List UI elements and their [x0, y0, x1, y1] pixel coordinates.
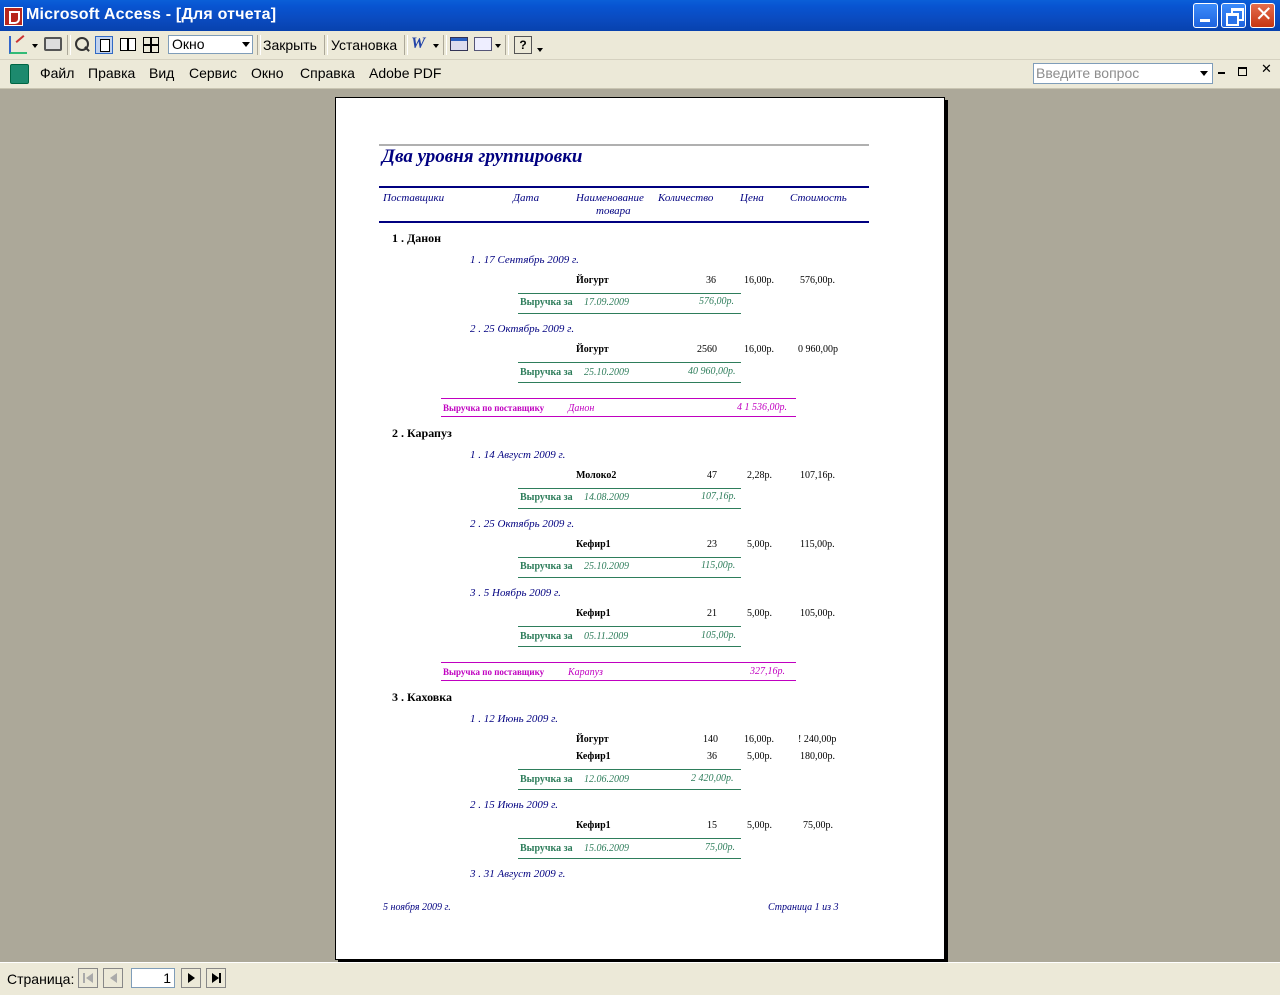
sum-rule — [518, 488, 741, 489]
sum-label: Выручка за — [520, 492, 573, 503]
page-number-input[interactable] — [131, 968, 175, 988]
sum-label: Выручка за — [520, 367, 573, 378]
close-preview-button[interactable]: Закрыть — [263, 37, 317, 53]
sum-label: Выручка за — [520, 297, 573, 308]
zoom-value: Окно — [172, 36, 205, 52]
date-group-label: 1 . 14 Август 2009 г. — [470, 449, 566, 461]
multiple-pages-icon[interactable] — [142, 36, 160, 54]
next-page-button[interactable] — [181, 968, 201, 988]
sum-value: 115,00р. — [701, 560, 736, 571]
row-product: Кефир1 — [576, 608, 611, 619]
row-product: Йогурт — [576, 734, 609, 745]
sum-value: 576,00р. — [699, 296, 734, 307]
sum-date: 25.10.2009 — [584, 561, 629, 572]
row-cost: 115,00р. — [800, 539, 835, 550]
title-bar — [0, 0, 1280, 31]
sum-label: Выручка за — [520, 561, 573, 572]
total-name: Карапуз — [568, 667, 603, 678]
office-links-word-icon[interactable]: W — [411, 35, 426, 52]
row-price: 16,00р. — [744, 734, 774, 745]
row-qty: 2560 — [697, 344, 717, 355]
print-preview-toolbar — [0, 31, 1280, 60]
footer-date: 5 ноября 2009 г. — [383, 902, 451, 913]
row-price: 16,00р. — [744, 344, 774, 355]
sum-value: 2 420,00р. — [691, 773, 734, 784]
menu-help[interactable]: Справка — [300, 65, 355, 81]
menu-edit[interactable]: Правка — [88, 65, 136, 81]
sum-rule — [518, 769, 741, 770]
sum-rule — [518, 838, 741, 839]
doc-close-icon[interactable]: ✕ — [1261, 62, 1272, 77]
ask-question-input[interactable] — [1033, 63, 1213, 84]
row-cost: 105,00р. — [800, 608, 835, 619]
row-qty: 140 — [703, 734, 718, 745]
database-window-icon[interactable] — [450, 37, 468, 51]
col-price: Цена — [740, 192, 764, 204]
sum-label: Выручка за — [520, 631, 573, 642]
two-pages-icon[interactable] — [119, 36, 137, 54]
total-value: 327,16р. — [750, 666, 785, 677]
date-group-label: 2 . 25 Октябрь 2009 г. — [470, 323, 575, 335]
row-product: Йогурт — [576, 275, 609, 286]
row-qty: 21 — [707, 608, 717, 619]
group-name: 3 . Каховка — [392, 690, 452, 704]
row-price: 5,00р. — [747, 539, 772, 550]
sum-rule — [518, 313, 741, 314]
row-cost: 576,00р. — [800, 275, 835, 286]
row-cost: 0 960,00р — [798, 344, 838, 355]
row-product: Кефир1 — [576, 820, 611, 831]
sum-date: 12.06.2009 — [584, 774, 629, 785]
group-name: 1 . Данон — [392, 231, 442, 245]
sum-value: 107,16р. — [701, 491, 736, 502]
col-product-line1: Наименование — [576, 192, 644, 204]
col-suppliers: Поставщики — [383, 192, 445, 204]
total-value: 4 1 536,00р. — [737, 402, 787, 413]
row-qty: 36 — [706, 275, 716, 286]
doc-minimize-icon[interactable] — [1218, 72, 1225, 74]
sum-value: 105,00р. — [701, 630, 736, 641]
header-top-rule — [379, 186, 869, 188]
menu-file[interactable]: Файл — [40, 65, 75, 81]
col-qty: Количество — [658, 192, 714, 204]
new-object-icon[interactable] — [474, 37, 492, 51]
minimize-button[interactable] — [1193, 3, 1218, 28]
dropdown-arrow-icon[interactable] — [32, 44, 38, 48]
report-page — [335, 97, 945, 960]
menu-adobe-pdf[interactable]: Adobe PDF — [369, 65, 442, 81]
page-number-value: 1 — [163, 970, 171, 986]
sum-rule — [518, 646, 741, 647]
sum-value: 75,00р. — [705, 842, 735, 853]
toolbar-options-icon[interactable] — [537, 48, 543, 52]
sum-value: 40 960,00р. — [688, 366, 736, 377]
col-date: Дата — [513, 192, 540, 204]
access-app-icon[interactable] — [4, 7, 23, 26]
total-name: Данон — [568, 403, 595, 414]
report-icon[interactable] — [10, 64, 29, 84]
total-label: Выручка по поставщику — [443, 667, 545, 677]
row-qty: 15 — [707, 820, 717, 831]
sum-rule — [518, 789, 741, 790]
sum-date: 14.08.2009 — [584, 492, 629, 503]
help-icon[interactable]: ? — [514, 36, 532, 54]
row-price: 2,28р. — [747, 470, 772, 481]
date-group-label: 2 . 25 Октябрь 2009 г. — [470, 518, 575, 530]
row-cost: 180,00р. — [800, 751, 835, 762]
sum-rule — [518, 858, 741, 859]
sum-rule — [518, 577, 741, 578]
row-product: Йогурт — [576, 344, 609, 355]
report-title: Два уровня группировки — [382, 146, 583, 167]
page-setup-button[interactable]: Установка — [331, 37, 398, 53]
sum-rule — [518, 362, 741, 363]
dropdown-arrow-icon[interactable] — [495, 44, 501, 48]
footer-page: Страница 1 из 3 — [768, 902, 839, 913]
menu-tools[interactable]: Сервис — [189, 65, 237, 81]
row-cost: 107,16р. — [800, 470, 835, 481]
row-product: Кефир1 — [576, 751, 611, 762]
menu-view[interactable]: Вид — [149, 65, 175, 81]
sum-date: 05.11.2009 — [584, 631, 629, 642]
sum-date: 25.10.2009 — [584, 367, 629, 378]
design-view-icon[interactable] — [9, 36, 27, 54]
menu-window[interactable]: Окно — [251, 65, 284, 81]
date-group-label: 1 . 17 Сентябрь 2009 г. — [470, 254, 579, 266]
header-bottom-rule — [379, 221, 869, 223]
chevron-down-icon — [242, 42, 250, 47]
status-bar — [0, 962, 1280, 995]
date-group-label: 3 . 31 Август 2009 г. — [470, 868, 566, 880]
doc-restore-icon[interactable] — [1238, 67, 1247, 76]
last-page-button[interactable] — [206, 968, 226, 988]
sum-rule — [518, 382, 741, 383]
sum-date: 17.09.2009 — [584, 297, 629, 308]
sum-rule — [518, 557, 741, 558]
date-group-label: 1 . 12 Июнь 2009 г. — [470, 713, 559, 725]
sum-rule — [518, 508, 741, 509]
sum-rule — [518, 626, 741, 627]
total-rule — [441, 662, 796, 663]
dropdown-arrow-icon[interactable] — [433, 44, 439, 48]
sum-rule — [518, 293, 741, 294]
ask-placeholder: Введите вопрос — [1036, 65, 1140, 81]
date-group-label: 3 . 5 Ноябрь 2009 г. — [470, 587, 561, 599]
prev-page-button[interactable] — [103, 968, 123, 988]
row-product: Молоко2 — [576, 470, 617, 481]
row-qty: 36 — [707, 751, 717, 762]
sum-label: Выручка за — [520, 843, 573, 854]
close-window-button[interactable]: ✕ — [1250, 3, 1275, 28]
total-rule — [441, 680, 796, 681]
one-page-icon[interactable] — [95, 36, 113, 54]
row-product: Кефир1 — [576, 539, 611, 550]
row-qty: 47 — [707, 470, 717, 481]
sum-date: 15.06.2009 — [584, 843, 629, 854]
col-product-line2: товара — [596, 205, 631, 217]
row-cost: 75,00р. — [803, 820, 833, 831]
page-label: Страница: — [7, 971, 75, 987]
row-cost: ! 240,00р — [798, 734, 837, 745]
print-icon[interactable] — [44, 37, 62, 51]
window-title: Microsoft Access - [Для отчета] — [26, 6, 277, 23]
chevron-down-icon — [1200, 71, 1208, 76]
zoom-select[interactable] — [168, 35, 253, 54]
first-page-button[interactable] — [78, 968, 98, 988]
row-price: 5,00р. — [747, 751, 772, 762]
row-qty: 23 — [707, 539, 717, 550]
total-rule — [441, 416, 796, 417]
group-name: 2 . Карапуз — [392, 426, 452, 440]
sum-label: Выручка за — [520, 774, 573, 785]
row-price: 5,00р. — [747, 820, 772, 831]
total-label: Выручка по поставщику — [443, 403, 545, 413]
restore-button[interactable] — [1221, 3, 1246, 28]
col-cost: Стоимость — [790, 192, 847, 204]
row-price: 16,00р. — [744, 275, 774, 286]
total-rule — [441, 398, 796, 399]
date-group-label: 2 . 15 Июнь 2009 г. — [470, 799, 559, 811]
magnifier-icon[interactable] — [73, 36, 91, 54]
row-price: 5,00р. — [747, 608, 772, 619]
